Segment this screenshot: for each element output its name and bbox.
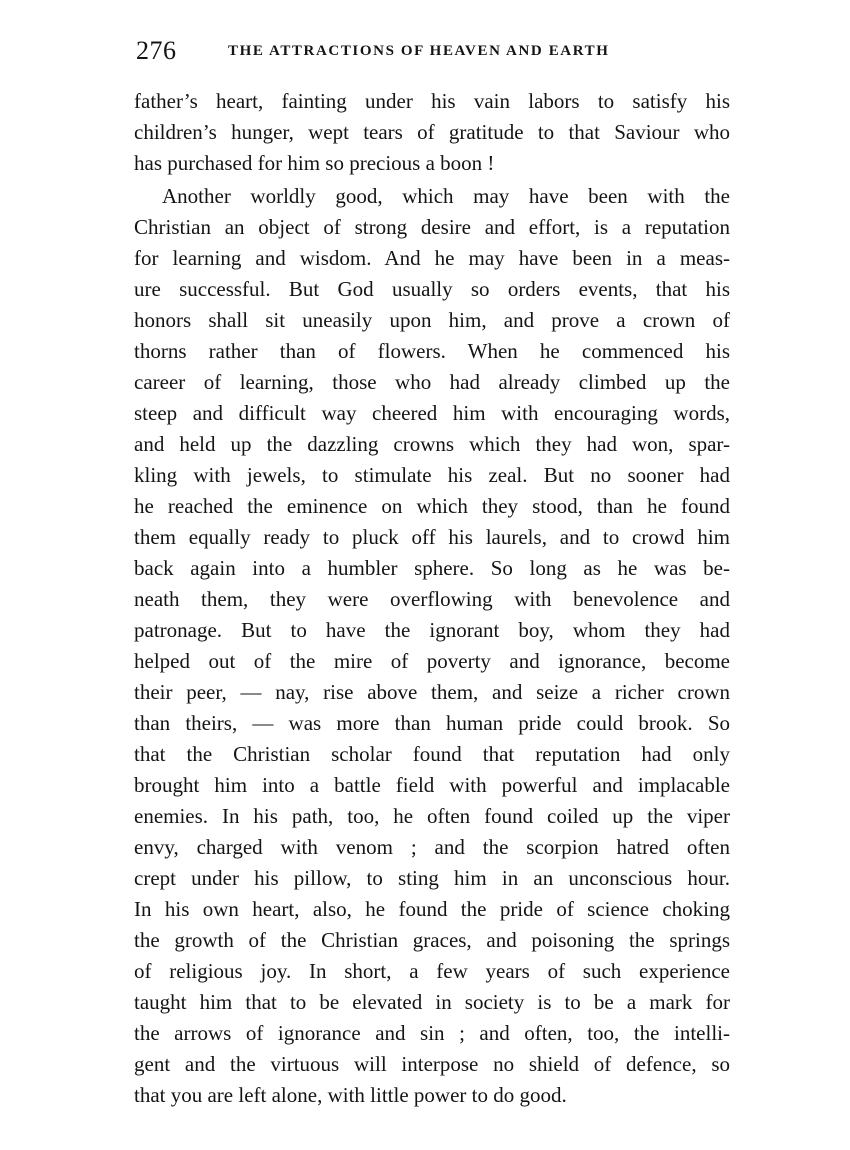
text-line: Another worldly good, which may have been with the bbox=[162, 184, 730, 208]
text-line: the arrows of ignorance and sin ; and often, too, the intelli- bbox=[134, 1021, 730, 1045]
text-line: the growth of the Christian graces, and poisoning the springs bbox=[134, 928, 730, 952]
text-line: of religious joy. In short, a few years of such experience bbox=[134, 959, 730, 983]
text-line: crept under his pillow, to sting him in an unconscious hour. bbox=[134, 866, 730, 890]
text-line: taught him that to be elevated in society is to be a mark for bbox=[134, 990, 730, 1014]
paragraph-1 bbox=[134, 86, 730, 179]
text-line: gent and the virtuous will interpose no shield of defence, so bbox=[134, 1052, 730, 1076]
text-line: them equally ready to pluck off his laurels, and to crowd him bbox=[134, 525, 730, 549]
text-line: helped out of the mire of poverty and ignorance, become bbox=[134, 649, 730, 673]
running-title: THE ATTRACTIONS OF HEAVEN AND EARTH bbox=[228, 43, 610, 59]
text-line: has purchased for him so precious a boon ! bbox=[134, 151, 495, 175]
text-line: that the Christian scholar found that reputation had only bbox=[134, 742, 730, 766]
text-line: honors shall sit uneasily upon him, and prove a crown of bbox=[134, 308, 730, 332]
text-line: neath them, they were overflowing with benevolence and bbox=[134, 587, 730, 611]
text-line: brought him into a battle field with powerful and implacable bbox=[134, 773, 730, 797]
text-line: that you are left alone, with little power to do good. bbox=[134, 1083, 567, 1107]
text-line: he reached the eminence on which they stood, than he found bbox=[134, 494, 730, 518]
text-line: father’s heart, fainting under his vain labors to satisfy his bbox=[134, 89, 730, 113]
text-line: patronage. But to have the ignorant boy, whom they had bbox=[134, 618, 730, 642]
text-line: their peer, — nay, rise above them, and seize a richer crown bbox=[134, 680, 730, 704]
text-line: for learning and wisdom. And he may have been in a meas- bbox=[134, 246, 730, 270]
running-head bbox=[136, 36, 736, 66]
text-line: career of learning, those who had already climbed up the bbox=[134, 370, 730, 394]
text-line: kling with jewels, to stimulate his zeal. But no sooner had bbox=[134, 463, 730, 487]
paragraph-2 bbox=[134, 181, 730, 1111]
text-line: enemies. In his path, too, he often found coiled up the viper bbox=[134, 804, 730, 828]
text-line: than theirs, — was more than human pride could brook. So bbox=[134, 711, 730, 735]
text-line: In his own heart, also, he found the pride of science choking bbox=[134, 897, 730, 921]
text-line: ure successful. But God usually so orders events, that his bbox=[134, 277, 730, 301]
text-line: envy, charged with venom ; and the scorpion hatred often bbox=[134, 835, 730, 859]
text-line: and held up the dazzling crowns which they had won, spar- bbox=[134, 432, 730, 456]
text-line: children’s hunger, wept tears of gratitude to that Saviour who bbox=[134, 120, 730, 144]
text-line: steep and difficult way cheered him with encouraging words, bbox=[134, 401, 730, 425]
page-number: 276 bbox=[136, 36, 177, 65]
text-line: back again into a humbler sphere. So long as he was be- bbox=[134, 556, 730, 580]
text-line: Christian an object of strong desire and effort, is a reputation bbox=[134, 215, 730, 239]
body-text bbox=[134, 86, 730, 1111]
text-line: thorns rather than of flowers. When he commenced his bbox=[134, 339, 730, 363]
